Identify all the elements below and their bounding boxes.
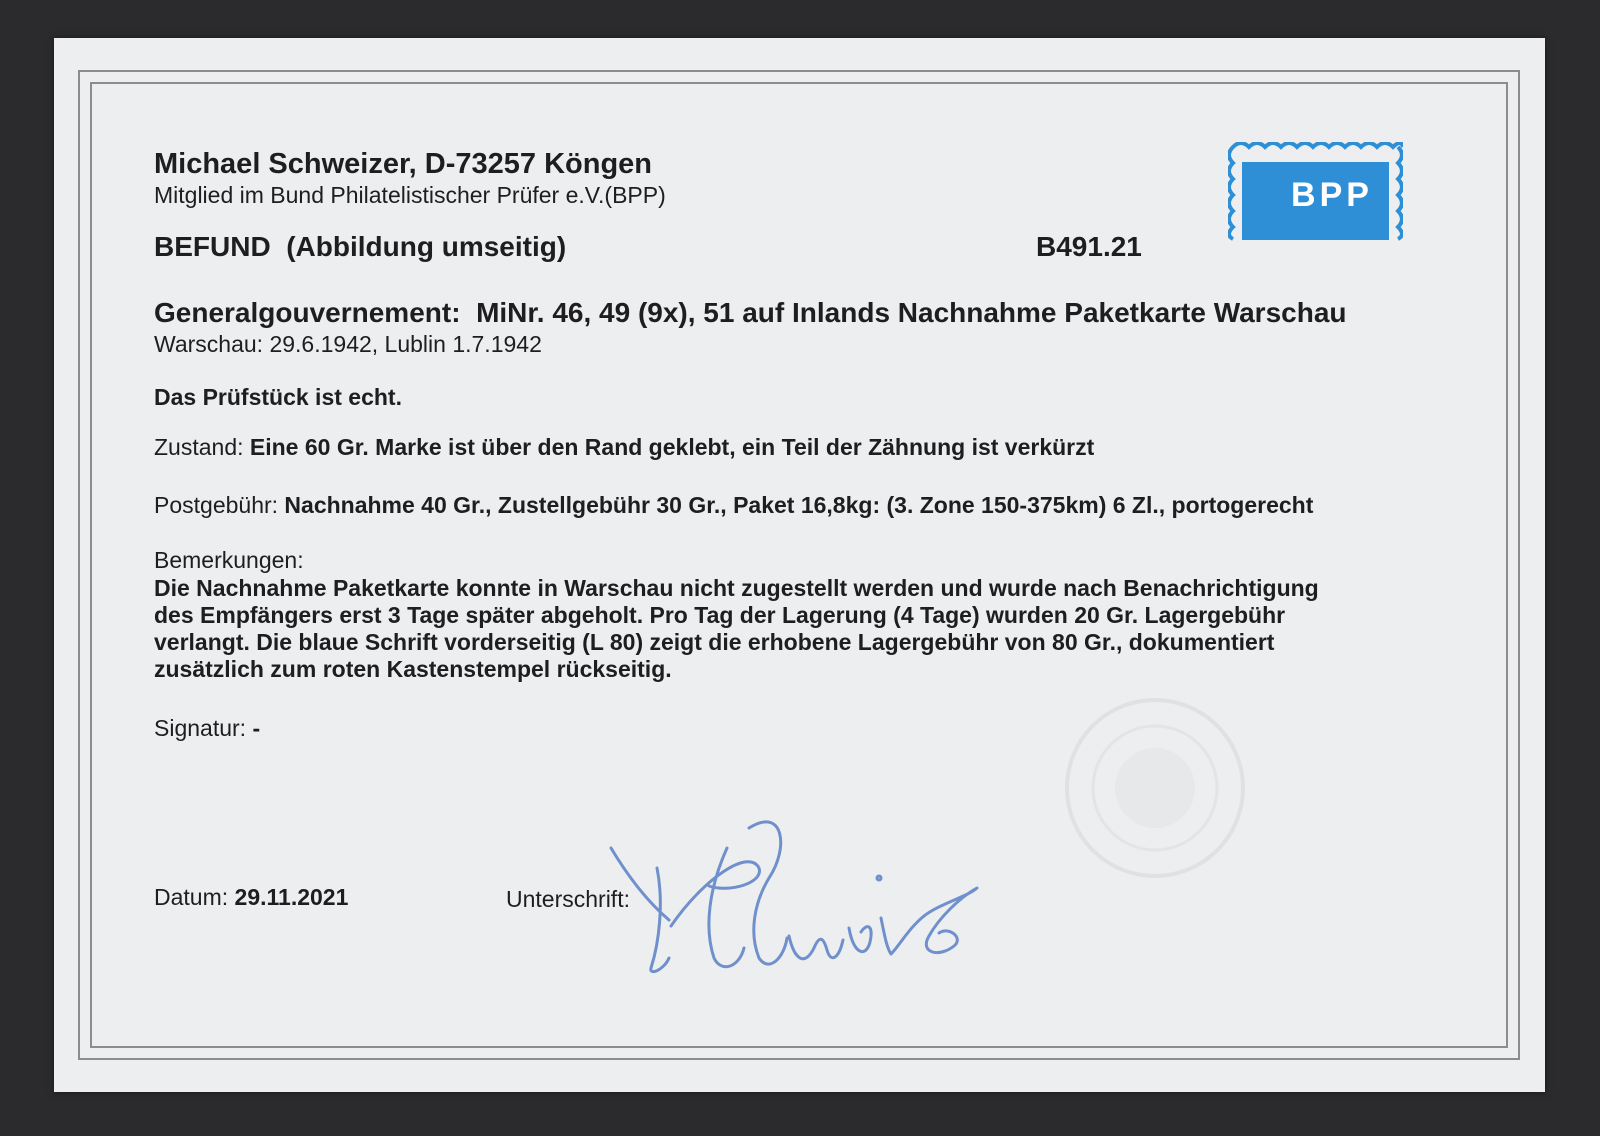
signatur-line — [154, 715, 260, 742]
remarks-line: verlangt. Die blaue Schrift vorderseitig (L 80) zeigt die erhobene Lagergebühr von 80 Gr., dokumentiert — [154, 629, 1275, 655]
subject-dates: Warschau: 29.6.1942, Lublin 1.7.1942 — [154, 331, 542, 357]
signature-label: Unterschrift: — [506, 886, 630, 912]
subject-heading: Generalgouvernement: MiNr. 46, 49 (9x), 51 auf Inlands Nachnahme Paketkarte Warschau — [154, 297, 1347, 328]
certificate-card — [54, 38, 1545, 1092]
remarks-line: Die Nachnahme Paketkarte konnte in Warschau nicht zugestellt werden und wurde nach Benachrichtigung — [154, 575, 1319, 601]
handwritten-signature — [609, 808, 979, 978]
certificate-number: B491.21 — [1036, 231, 1142, 262]
postage-line — [154, 492, 1313, 519]
bpp-logo-icon — [1228, 142, 1403, 245]
bpp-logo-text: BPP — [1291, 176, 1373, 214]
signatur-value: - — [252, 715, 261, 741]
remarks-label: Bemerkungen: — [154, 547, 304, 573]
remarks-line: zusätzlich zum roten Kastenstempel rückseitig. — [154, 656, 672, 682]
document-title: BEFUND (Abbildung umseitig) — [154, 231, 567, 262]
postage-label: Postgebühr: — [154, 492, 279, 518]
condition-line — [154, 434, 1094, 461]
condition-label: Zustand: — [154, 434, 244, 460]
verdict: Das Prüfstück ist echt. — [154, 384, 402, 410]
issuer-membership: Mitglied im Bund Philatelistischer Prüfer e.V.(BPP) — [154, 182, 666, 208]
embossed-seal-icon — [1060, 693, 1250, 883]
postage-value: Nachnahme 40 Gr., Zustellgebühr 30 Gr., Paket 16,8kg: (3. Zone 150-375km) 6 Zl., portogerecht — [284, 492, 1314, 518]
signatur-label: Signatur: — [154, 715, 247, 741]
date-value: 29.11.2021 — [234, 884, 349, 910]
remarks-line: des Empfängers erst 3 Tage später abgeholt. Pro Tag der Lagerung (4 Tage) wurden 20 Gr. Lagergebühr — [154, 602, 1286, 628]
date-label: Datum: — [154, 884, 229, 910]
remarks-text — [154, 575, 1444, 683]
condition-value: Eine 60 Gr. Marke ist über den Rand geklebt, ein Teil der Zähnung ist verkürzt — [249, 434, 1095, 460]
issuer-name: Michael Schweizer, D-73257 Köngen — [154, 148, 653, 180]
date-line — [154, 884, 348, 911]
